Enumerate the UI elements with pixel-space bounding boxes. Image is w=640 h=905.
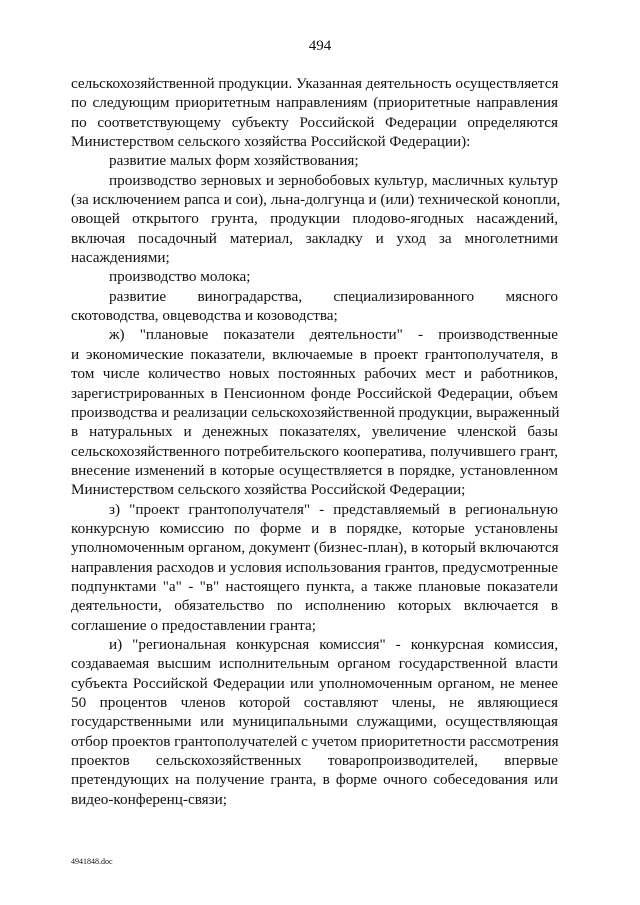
text-line: государственными или муниципальными служащими, осуществляющая — [71, 713, 558, 731]
text-line: 50 процентов членов которой составляют члены, не являющиеся — [71, 694, 558, 711]
text-line: и) "региональная конкурсная комиссия" - конкурсная комиссия, — [109, 635, 558, 653]
text-line: Министерством сельского хозяйства Российской Федерации): — [71, 133, 471, 151]
text-line: зарегистрированных в Пенсионном фонде Российской Федерации, объем — [71, 384, 558, 402]
text-line: производство молока; — [109, 268, 251, 286]
text-line: деятельности, обязательство по исполнению которых включается в — [71, 597, 558, 615]
text-line: сельскохозяйственной продукции. Указанная деятельность осуществляется — [71, 75, 559, 92]
text-line: в натуральных и денежных показателях, увеличение членской базы — [71, 423, 558, 441]
text-line: производства и реализации сельскохозяйственной продукции, выраженный — [71, 403, 560, 421]
text-line: сельскохозяйственного потребительского кооператива, получившего грант, — [71, 442, 558, 460]
text-line: развитие виноградарства, специализированного мясного — [109, 287, 558, 305]
text-line: по соответствующему субъекту Российской Федерации определяются — [71, 113, 558, 131]
text-line: Министерством сельского хозяйства Российской Федерации; — [71, 481, 466, 499]
text-line: создаваемая высшим исполнительным органом государственной власти — [71, 655, 558, 673]
text-line: включая посадочный материал, закладку и уход за многолетними — [71, 229, 558, 247]
text-line: субъекта Российской Федерации или уполномоченным органом, не менее — [71, 674, 558, 692]
text-line: проектов сельскохозяйственных товаропроизводителей, впервые — [71, 752, 558, 770]
page-number: 494 — [308, 38, 332, 54]
text-line: развитие малых форм хозяйствования; — [109, 152, 359, 170]
text-line: (за исключением рапса и сои), льна-долгунца и (или) технической конопли, — [71, 191, 561, 209]
text-line: скотоводства, овцеводства и козоводства; — [71, 307, 338, 325]
text-line: по следующим приоритетным направлениям (приоритетные направления — [71, 94, 558, 112]
text-line: отбор проектов грантополучателей с учетом приоритетности рассмотрения — [71, 732, 559, 750]
text-line: подпунктами "а" - "в" настоящего пункта, а также плановые показатели — [71, 577, 558, 595]
text-line: овощей открытого грунта, продукции плодово-ягодных насаждений, — [71, 210, 558, 228]
text-line: производство зерновых и зернобобовых культур, масличных культур — [109, 171, 558, 189]
text-line: з) "проект грантополучателя" - представляемый в региональную — [109, 500, 558, 518]
text-line: ж) "плановые показатели деятельности" - производственные — [109, 326, 558, 344]
text-line: соглашение о предоставлении гранта; — [71, 616, 316, 634]
text-line: претендующих на получение гранта, в форме очного собеседования или — [71, 771, 558, 789]
footer-filename: 4941848.doc — [71, 857, 113, 866]
text-line: и экономические показатели, включаемые в проект грантополучателя, в — [71, 345, 558, 363]
document-body — [71, 74, 561, 809]
text-line: внесение изменений в которые осуществляется в порядке, установленном — [71, 461, 558, 479]
text-line: направления расходов и условия использования грантов, предусмотренные — [71, 558, 558, 576]
text-line: уполномоченным органом, документ (бизнес-план), в который включаются — [71, 539, 559, 557]
text-line: видео-конференц-связи; — [71, 790, 228, 808]
text-line: насаждениями; — [71, 249, 170, 267]
text-line: том числе количество новых постоянных рабочих мест и работников, — [71, 365, 558, 383]
text-line: конкурсную комиссию по форме и в порядке, которые установлены — [71, 519, 558, 537]
